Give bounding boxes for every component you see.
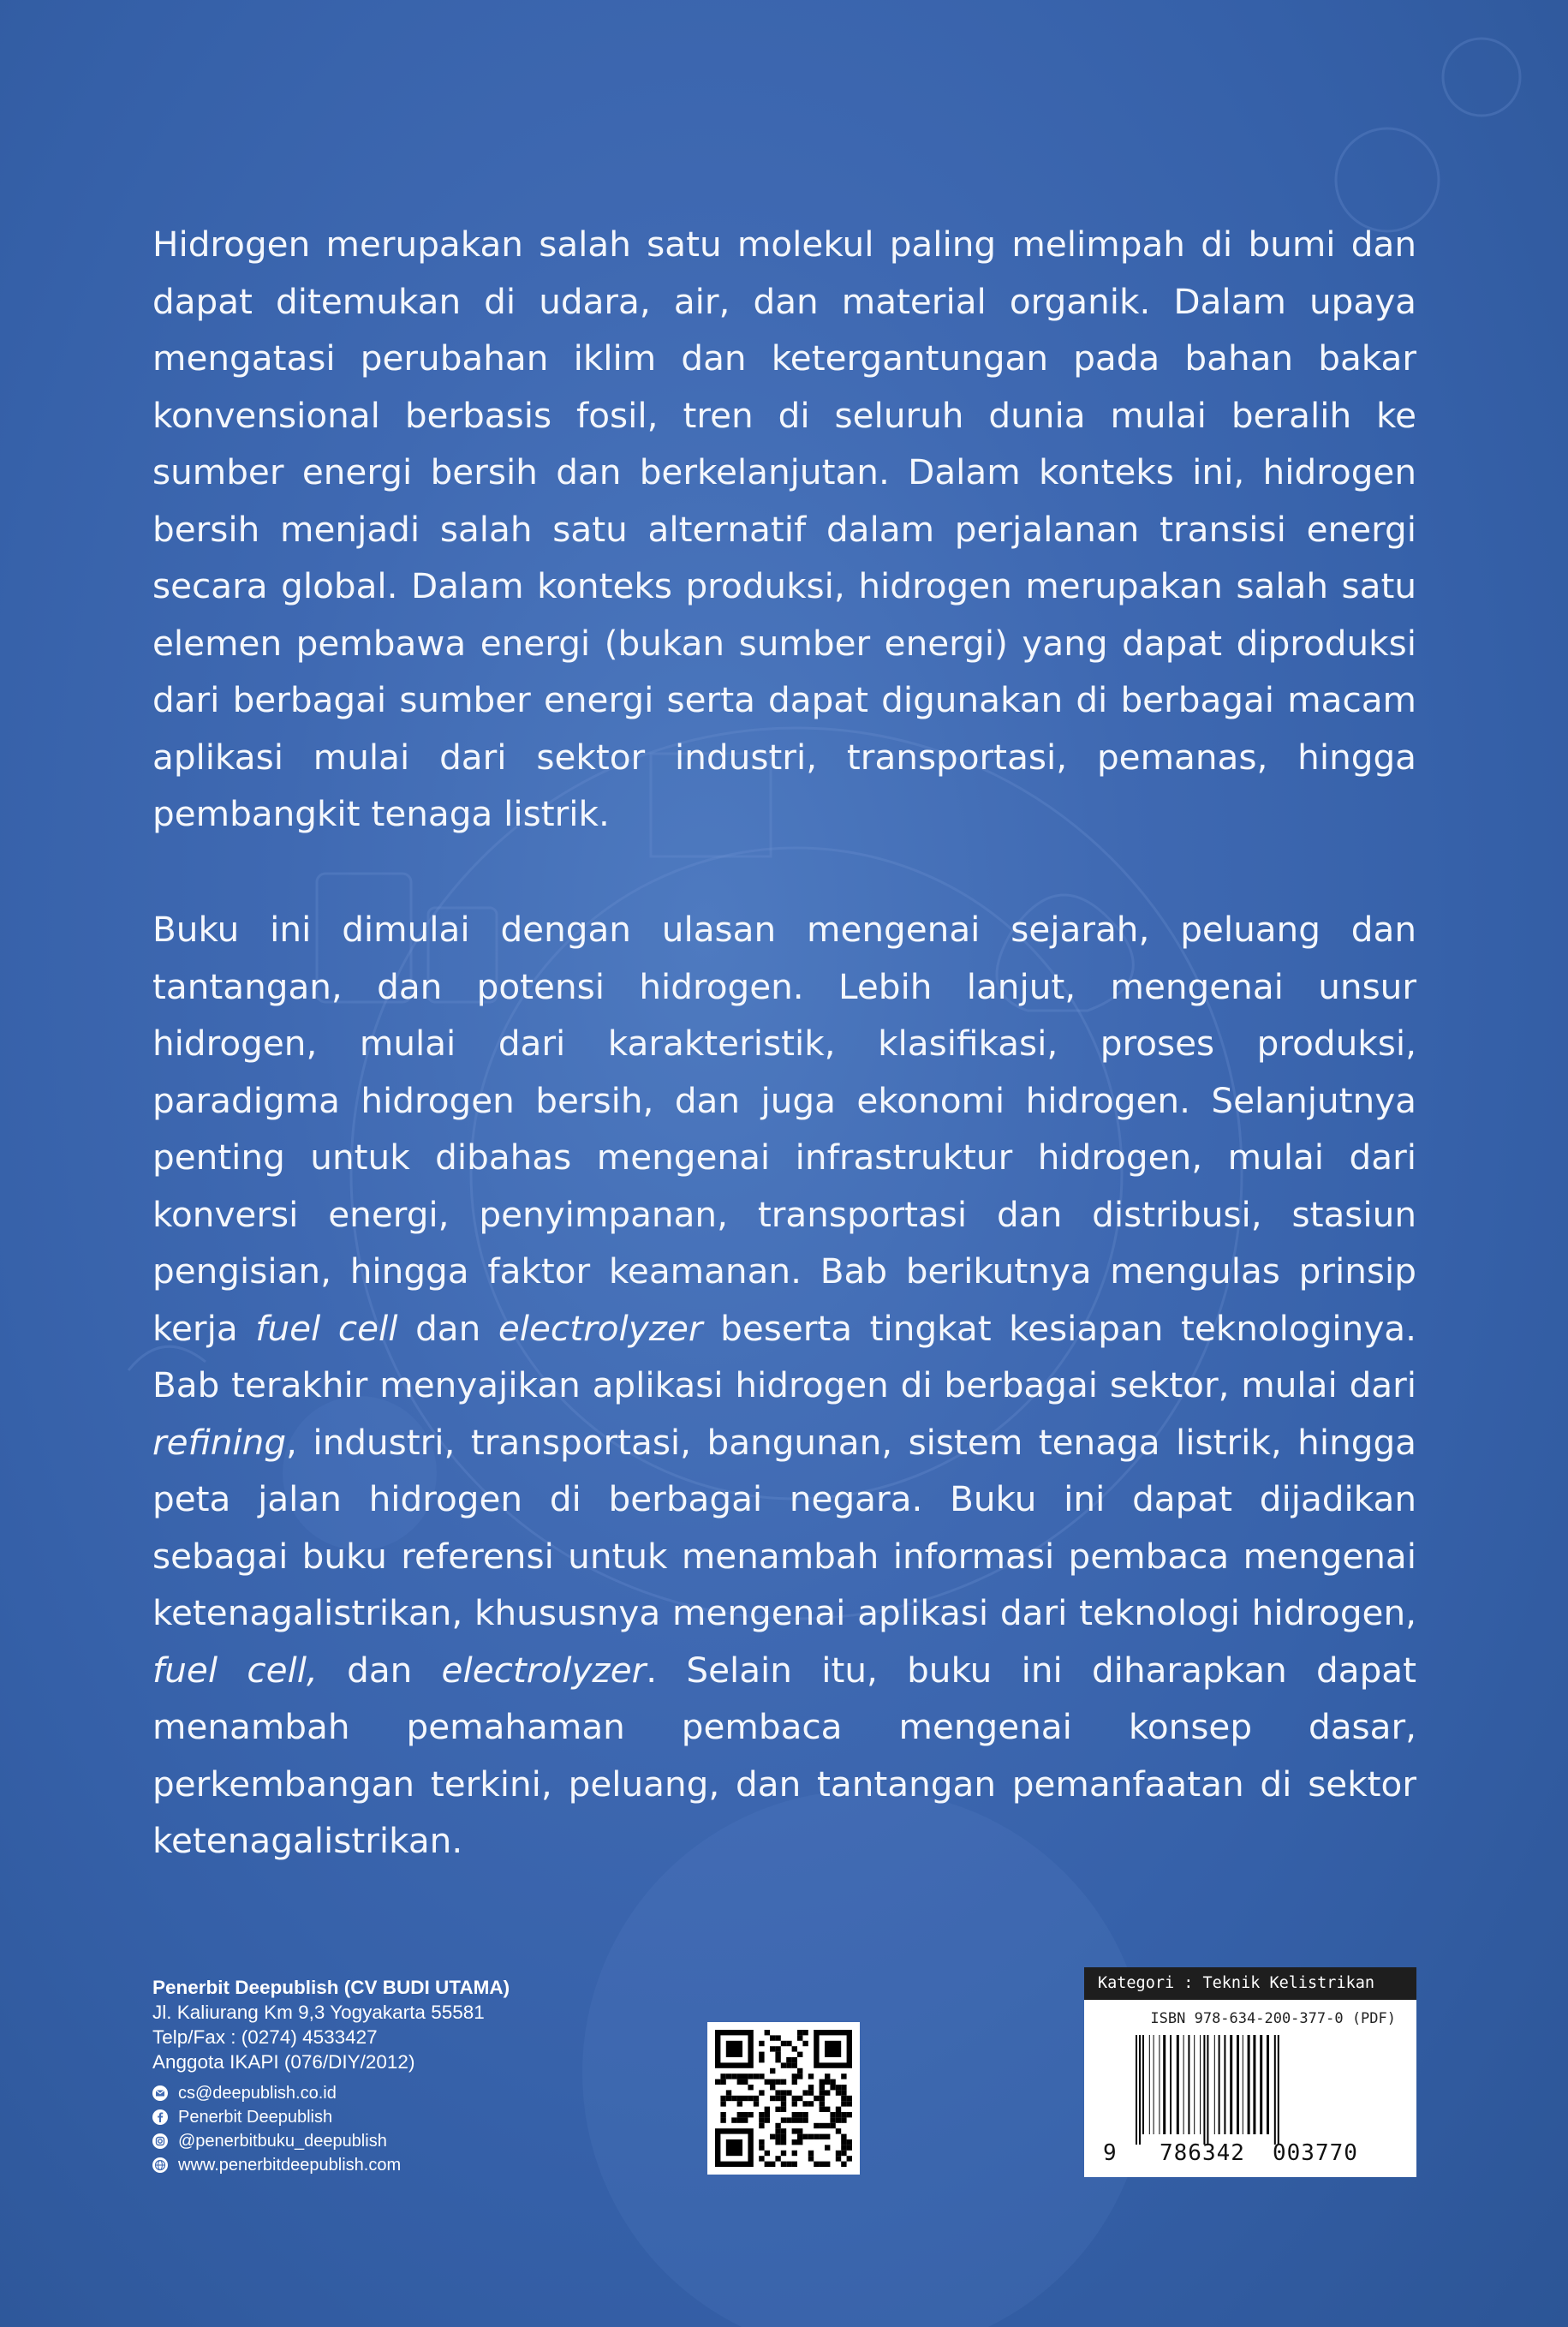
facebook-icon [152, 2109, 168, 2125]
barcode [1136, 2035, 1392, 2145]
description-paragraph-2 [152, 901, 1416, 1870]
paragraph-text: Buku ini dimulai dengan ulasan mengenai sejarah, peluang dan tantangan, dan potensi hidrogen. Lebih lanjut, mengenai unsur hidrogen, mulai dari karakteristik, klasifikasi, proses produksi, paradigma hidrogen bersih, dan juga ekonomi hidrogen. Selanjutnya penting untuk dibahas mengenai infrastruktur hidrogen, mulai dari konversi energi, penyimpanan, transportasi dan distribusi, stasiun pengisian, hingga faktor keamanan. Bab berikutnya mengulas prinsip kerja [152, 909, 1416, 1349]
contact-facebook-text: Penerbit Deepublish [178, 2107, 333, 2127]
email-icon [152, 2085, 168, 2101]
paragraph-text: , industri, transportasi, bangunan, sistem tenaga listrik, hingga peta jalan hidrogen di berbagai negara. Buku ini dapat dijadikan sebagai buku referensi untuk menambah informasi pembaca mengenai ketenagalistrikan, khususnya mengenai aplikasi dari teknologi hidrogen, [152, 1421, 1416, 1633]
description-paragraph-1: Hidrogen merupakan salah satu molekul paling melimpah di bumi dan dapat ditemukan di udara, air, dan material organik. Dalam upaya mengatasi perubahan iklim dan ketergantungan pada bahan bakar konvensional berbasis fosil, tren di seluruh dunia mulai beralih ke sumber energi bersih dan berkelanjutan. Dalam konteks ini, hidrogen bersih menjadi salah satu alternatif dalam perjalanan transisi energi secara global. Dalam konteks produksi, hidrogen merupakan salah satu elemen pembawa energi (bukan sumber energi) yang dapat diproduksi dari berbagai sumber energi serta dapat digunakan di berbagai macam aplikasi mulai dari sektor industri, transportasi, pemanas, hingga pembangkit tenaga listrik. [152, 224, 1416, 834]
barcode-digit-prefix: 9 [1103, 2140, 1117, 2166]
contact-facebook[interactable] [152, 2105, 683, 2129]
contact-email[interactable] [152, 2081, 683, 2105]
italic-term-fuel-cell: fuel cell [255, 1307, 398, 1349]
italic-term-electrolyzer: electrolyzer [498, 1307, 703, 1349]
barcode-digits-right: 003770 [1273, 2140, 1358, 2166]
contact-instagram-text: @penerbitbuku_deepublish [178, 2131, 387, 2151]
publisher-membership: Anggota IKAPI (076/DIY/2012) [152, 2051, 415, 2073]
category-label: Kategori : Teknik Kelistrikan [1084, 1967, 1416, 2000]
qr-code[interactable] [707, 2022, 860, 2175]
barcode-digits-left: 786342 [1160, 2140, 1245, 2166]
paragraph-text: beserta tingkat kesiapan teknologinya. Bab terakhir menyajikan aplikasi hidrogen di berbagai sektor, mulai dari [152, 1307, 1416, 1405]
paragraph-text: . Selain itu, buku ini diharapkan dapat menambah pemahaman pembaca mengenai konsep dasar, perkembangan terkini, peluang, dan tantangan pemanfaatan di sektor ketenagalistrikan. [152, 1649, 1416, 1861]
isbn-barcode-box [1084, 1967, 1416, 2177]
contact-email-text: cs@deepublish.co.id [178, 2083, 337, 2103]
contact-website[interactable] [152, 2153, 683, 2177]
italic-term-refining: refining [152, 1421, 287, 1463]
publisher-name: Penerbit Deepublish (CV BUDI UTAMA) [152, 1977, 510, 1998]
italic-term-electrolyzer: electrolyzer [441, 1649, 647, 1691]
italic-term-fuel-cell: fuel cell, [152, 1649, 318, 1691]
publisher-phone: Telp/Fax : (0274) 4533427 [152, 2026, 378, 2048]
instagram-icon [152, 2133, 168, 2149]
contact-instagram[interactable] [152, 2129, 683, 2153]
globe-icon [152, 2157, 168, 2173]
paragraph-text: dan [397, 1307, 498, 1349]
isbn-number: ISBN 978-634-200-377-0 (PDF) [1150, 2010, 1396, 2027]
contact-website-text: www.penerbitdeepublish.com [178, 2155, 402, 2175]
publisher-info [152, 1975, 683, 2177]
contact-list [152, 2081, 683, 2177]
paragraph-text: dan [317, 1649, 442, 1691]
publisher-address: Jl. Kaliurang Km 9,3 Yogyakarta 55581 [152, 2002, 485, 2023]
